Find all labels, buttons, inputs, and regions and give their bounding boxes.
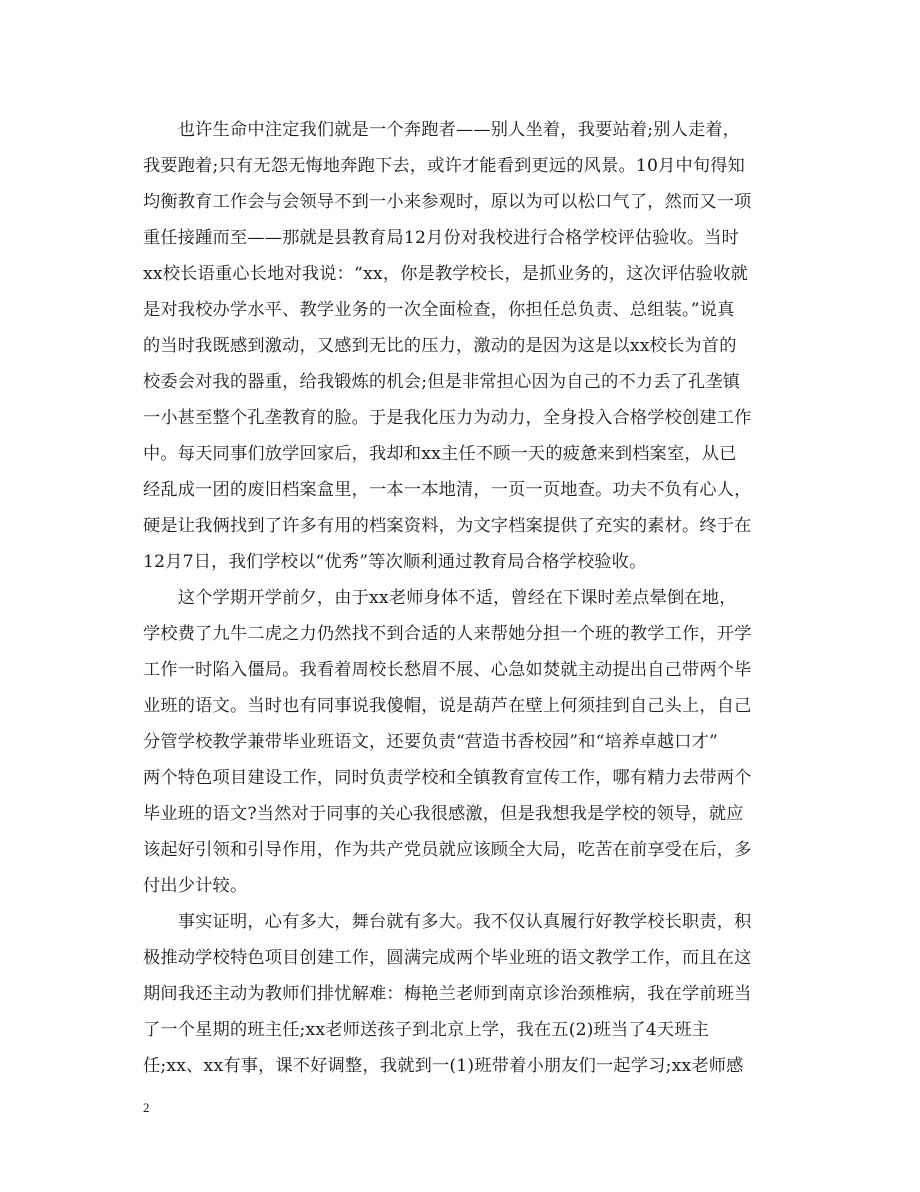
paragraph-line: 的当时我既感到激动，又感到无比的压力，激动的是因为这是以xx校长为首的 [143,336,737,356]
paragraph-line: 事实证明，心有多大，舞台就有多大。我不仅认真履行好教学校长职责，积 [143,912,752,932]
paragraph-line: 了一个星期的班主任;xx老师送孩子到北京上学，我在五(2)班当了4天班主 [143,1020,710,1040]
page-number: 2 [143,1100,150,1115]
paragraph-line: 12月7日，我们学校以“优秀”等次顺利通过教育局合格学校验收。 [143,552,647,572]
paragraph-line: 一小甚至整个孔垄教育的脸。于是我化压力为动力，全身投入合格学校创建工作 [143,408,752,428]
paragraph-line: 是对我校办学水平、教学业务的一次全面检查，你担任总负责、总组装。”说真 [143,300,735,320]
paragraph-line: 中。每天同事们放学回家后，我却和xx主任不顾一天的疲惫来到档案室，从已 [143,444,737,464]
paragraph-line: 我要跑着;只有无怨无悔地奔跑下去，或许才能看到更远的风景。10月中旬得知 [143,156,746,176]
paragraph-line: 任;xx、xx有事，课不好调整，我就到一(1)班带着小朋友们一起学习;xx老师感 [143,1056,744,1076]
paragraph-line: 该起好引领和引导作用，作为共产党员就应该顾全大局，吃苦在前享受在后，多 [143,840,752,860]
paragraph-line: 也许生命中注定我们就是一个奔跑者——别人坐着，我要站着;别人走着， [143,120,741,140]
paragraph-line: 毕业班的语文?当然对于同事的关心我很感激，但是我想我是学校的领导，就应 [143,804,744,824]
paragraph-line: 这个学期开学前夕，由于xx老师身体不适，曾经在下课时差点晕倒在地， [143,588,737,608]
paragraph-line: xx校长语重心长地对我说：“xx，你是教学校长，是抓业务的，这次评估验收就 [143,264,748,284]
paragraph-line: 学校费了九牛二虎之力仍然找不到合适的人来帮她分担一个班的教学工作，开学 [143,624,752,644]
paragraph-line: 经乱成一团的废旧档案盒里，一本一本地清，一页一页地查。功夫不负有心人， [143,480,752,500]
paragraph-line: 极推动学校特色项目创建工作，圆满完成两个毕业班的语文教学工作，而且在这 [143,948,752,968]
paragraph-line: 两个特色项目建设工作，同时负责学校和全镇教育宣传工作，哪有精力去带两个 [143,768,752,788]
paragraph-line: 付出少计较。 [143,876,248,896]
paragraph-line: 分管学校教学兼带毕业班语文，还要负责“营造书香校园”和“培养卓越口才” [143,732,718,752]
paragraph-line: 期间我还主动为教师们排忧解难：梅艳兰老师到南京诊治颈椎病，我在学前班当 [143,984,752,1004]
paragraph-line: 校委会对我的器重，给我锻炼的机会;但是非常担心因为自己的不力丢了孔垄镇 [143,372,741,392]
paragraph-line: 业班的语文。当时也有同事说我傻帽，说是葫芦在壁上何须挂到自己头上，自己 [143,696,752,716]
paragraph-line: 硬是让我俩找到了许多有用的档案资料，为文字档案提供了充实的素材。终于在 [143,516,752,536]
paragraph-line: 重任接踵而至——那就是县教育局12月份对我校进行合格学校评估验收。当时 [143,228,740,248]
paragraph-line: 工作一时陷入僵局。我看着周校长愁眉不展、心急如焚就主动提出自己带两个毕 [143,660,752,680]
paragraph-line: 均衡教育工作会与会领导不到一小来参观时，原以为可以松口气了，然而又一项 [143,192,752,212]
